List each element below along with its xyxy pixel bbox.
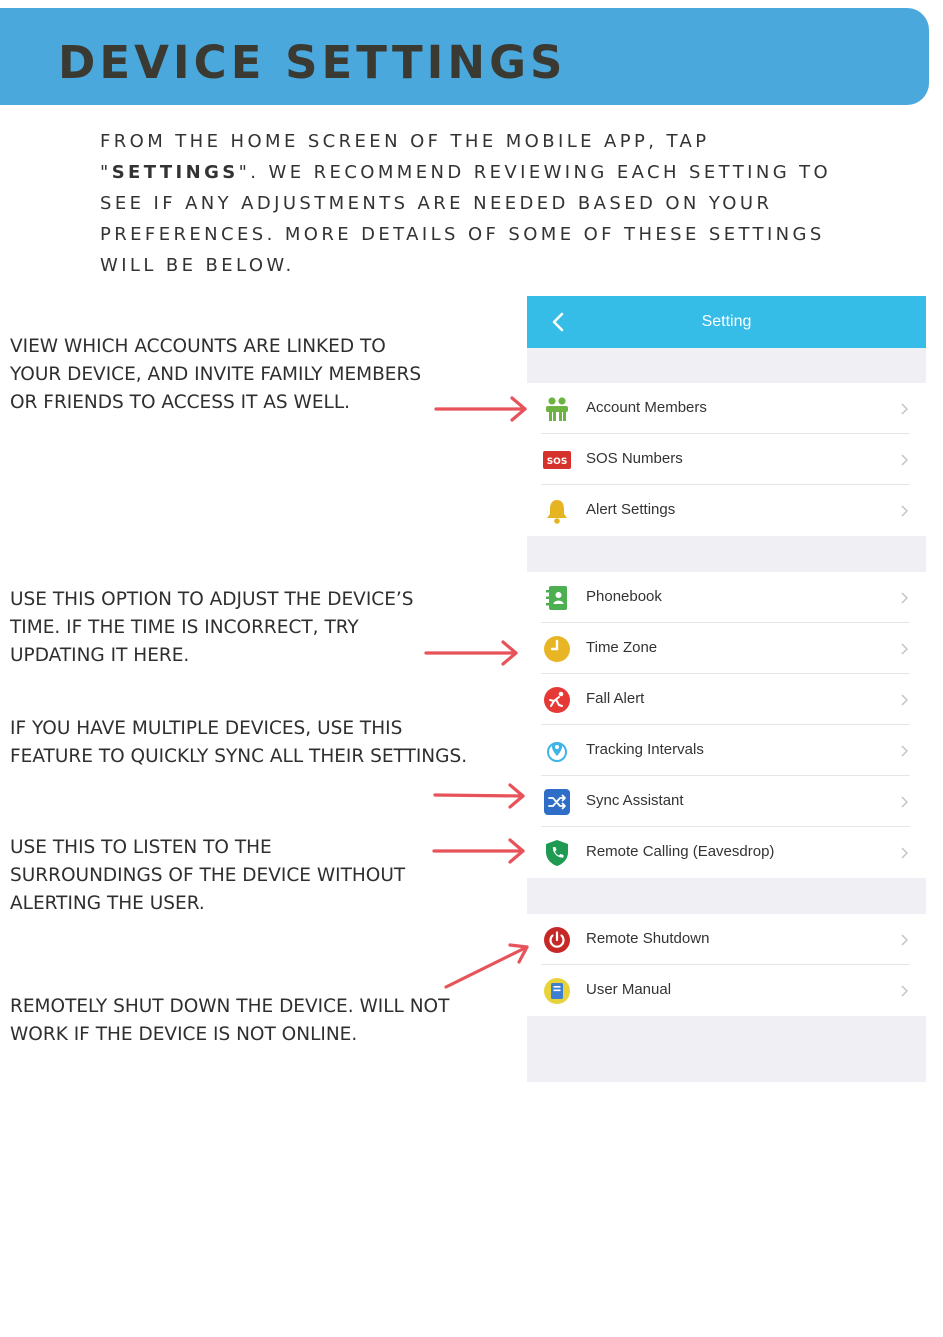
setting-user-manual[interactable]	[527, 965, 926, 1016]
chevron-right-icon	[901, 643, 908, 655]
chevron-right-icon	[901, 745, 908, 757]
setting-remote-calling[interactable]	[527, 827, 926, 878]
chevron-right-icon	[901, 505, 908, 517]
arrow-to-time-zone	[426, 642, 516, 664]
setting-label: User Manual	[586, 981, 672, 998]
note-account-members	[10, 333, 421, 417]
shuffle-icon	[543, 788, 571, 816]
intro-paragraph	[100, 126, 860, 281]
settings-group-3	[527, 914, 926, 1016]
phone-nav-bar	[527, 296, 926, 348]
note-line: YOUR DEVICE, AND INVITE FAMILY MEMBERS	[10, 364, 422, 385]
setting-time-zone[interactable]	[527, 623, 926, 674]
note-remote-shutdown	[10, 993, 449, 1049]
setting-label: Tracking Intervals	[586, 741, 704, 758]
setting-label: Remote Calling (Eavesdrop)	[586, 843, 775, 860]
location-pin-icon	[543, 737, 571, 765]
chevron-right-icon	[901, 694, 908, 706]
setting-label: Alert Settings	[586, 501, 676, 518]
chevron-right-icon	[901, 934, 908, 946]
setting-phonebook[interactable]	[527, 572, 926, 623]
note-line: SURROUNDINGS OF THE DEVICE WITHOUT	[10, 865, 406, 886]
arrow-to-remote-shutdown	[446, 945, 527, 987]
setting-remote-shutdown[interactable]	[527, 914, 926, 965]
note-line: WORK IF THE DEVICE IS NOT ONLINE.	[10, 1024, 358, 1045]
phonebook-icon	[543, 584, 571, 612]
chevron-right-icon	[901, 592, 908, 604]
setting-account-members[interactable]	[527, 383, 926, 434]
chevron-right-icon	[901, 847, 908, 859]
note-line: REMOTELY SHUT DOWN THE DEVICE. WILL NOT	[10, 996, 450, 1017]
note-line: IF YOU HAVE MULTIPLE DEVICES, USE THIS	[10, 718, 403, 739]
book-icon	[543, 977, 571, 1005]
setting-label: Time Zone	[586, 639, 658, 656]
note-line: VIEW WHICH ACCOUNTS ARE LINKED TO	[10, 336, 386, 357]
chevron-right-icon	[901, 796, 908, 808]
intro-text-end: ". WE RECOMMEND REVIEWING EACH SETTING TO SEE IF ANY ADJUSTMENTS ARE NEEDED BASED ON YOUR PREFERENCES. MORE DETAILS OF SOME OF THESE SETTINGS WILL BE BELOW.	[100, 162, 832, 276]
setting-label: Sync Assistant	[586, 792, 684, 809]
sos-icon	[543, 446, 571, 474]
settings-group-2	[527, 572, 926, 878]
note-time-zone	[10, 586, 414, 670]
note-line: UPDATING IT HERE.	[10, 645, 190, 666]
page-title: DEVICE SETTINGS	[58, 36, 567, 89]
setting-sos-numbers[interactable]	[527, 434, 926, 485]
bell-icon	[543, 497, 571, 525]
note-line: USE THIS TO LISTEN TO THE	[10, 837, 272, 858]
clock-icon	[543, 635, 571, 663]
power-icon	[543, 926, 571, 954]
setting-sync-assistant[interactable]	[527, 776, 926, 827]
phone-screenshot	[527, 296, 926, 1082]
chevron-right-icon	[901, 403, 908, 415]
settings-group-1	[527, 383, 926, 536]
setting-fall-alert[interactable]	[527, 674, 926, 725]
setting-alert-settings[interactable]	[527, 485, 926, 536]
arrow-to-account-members	[436, 398, 525, 420]
shield-phone-icon	[543, 839, 571, 867]
note-line: FEATURE TO QUICKLY SYNC ALL THEIR SETTINGS.	[10, 746, 468, 767]
setting-label: SOS Numbers	[586, 450, 683, 467]
note-remote-calling	[10, 834, 405, 918]
fall-icon	[543, 686, 571, 714]
people-icon	[543, 395, 571, 423]
note-line: ALERTING THE USER.	[10, 893, 205, 914]
note-line: TIME. IF THE TIME IS INCORRECT, TRY	[10, 617, 359, 638]
phone-screen-title: Setting	[701, 313, 752, 330]
setting-label: Account Members	[586, 399, 707, 416]
intro-settings-highlight: SETTINGS	[111, 162, 239, 183]
arrow-to-remote-calling	[434, 840, 523, 862]
title-banner	[0, 8, 929, 105]
note-line: OR FRIENDS TO ACCESS IT AS WELL.	[10, 392, 351, 413]
note-line: USE THIS OPTION TO ADJUST THE DEVICE’S	[10, 589, 414, 610]
note-sync-assistant	[10, 715, 467, 771]
setting-label: Fall Alert	[586, 690, 645, 707]
setting-tracking-intervals[interactable]	[527, 725, 926, 776]
chevron-right-icon	[901, 454, 908, 466]
sos-icon-text: SOS	[546, 457, 568, 467]
chevron-right-icon	[901, 985, 908, 997]
intro-text-start: FROM THE HOME SCREEN OF THE MOBILE APP, TAP "	[100, 131, 710, 183]
arrow-to-sync-assistant	[435, 785, 523, 807]
setting-label: Remote Shutdown	[586, 930, 710, 947]
setting-label: Phonebook	[586, 588, 662, 605]
